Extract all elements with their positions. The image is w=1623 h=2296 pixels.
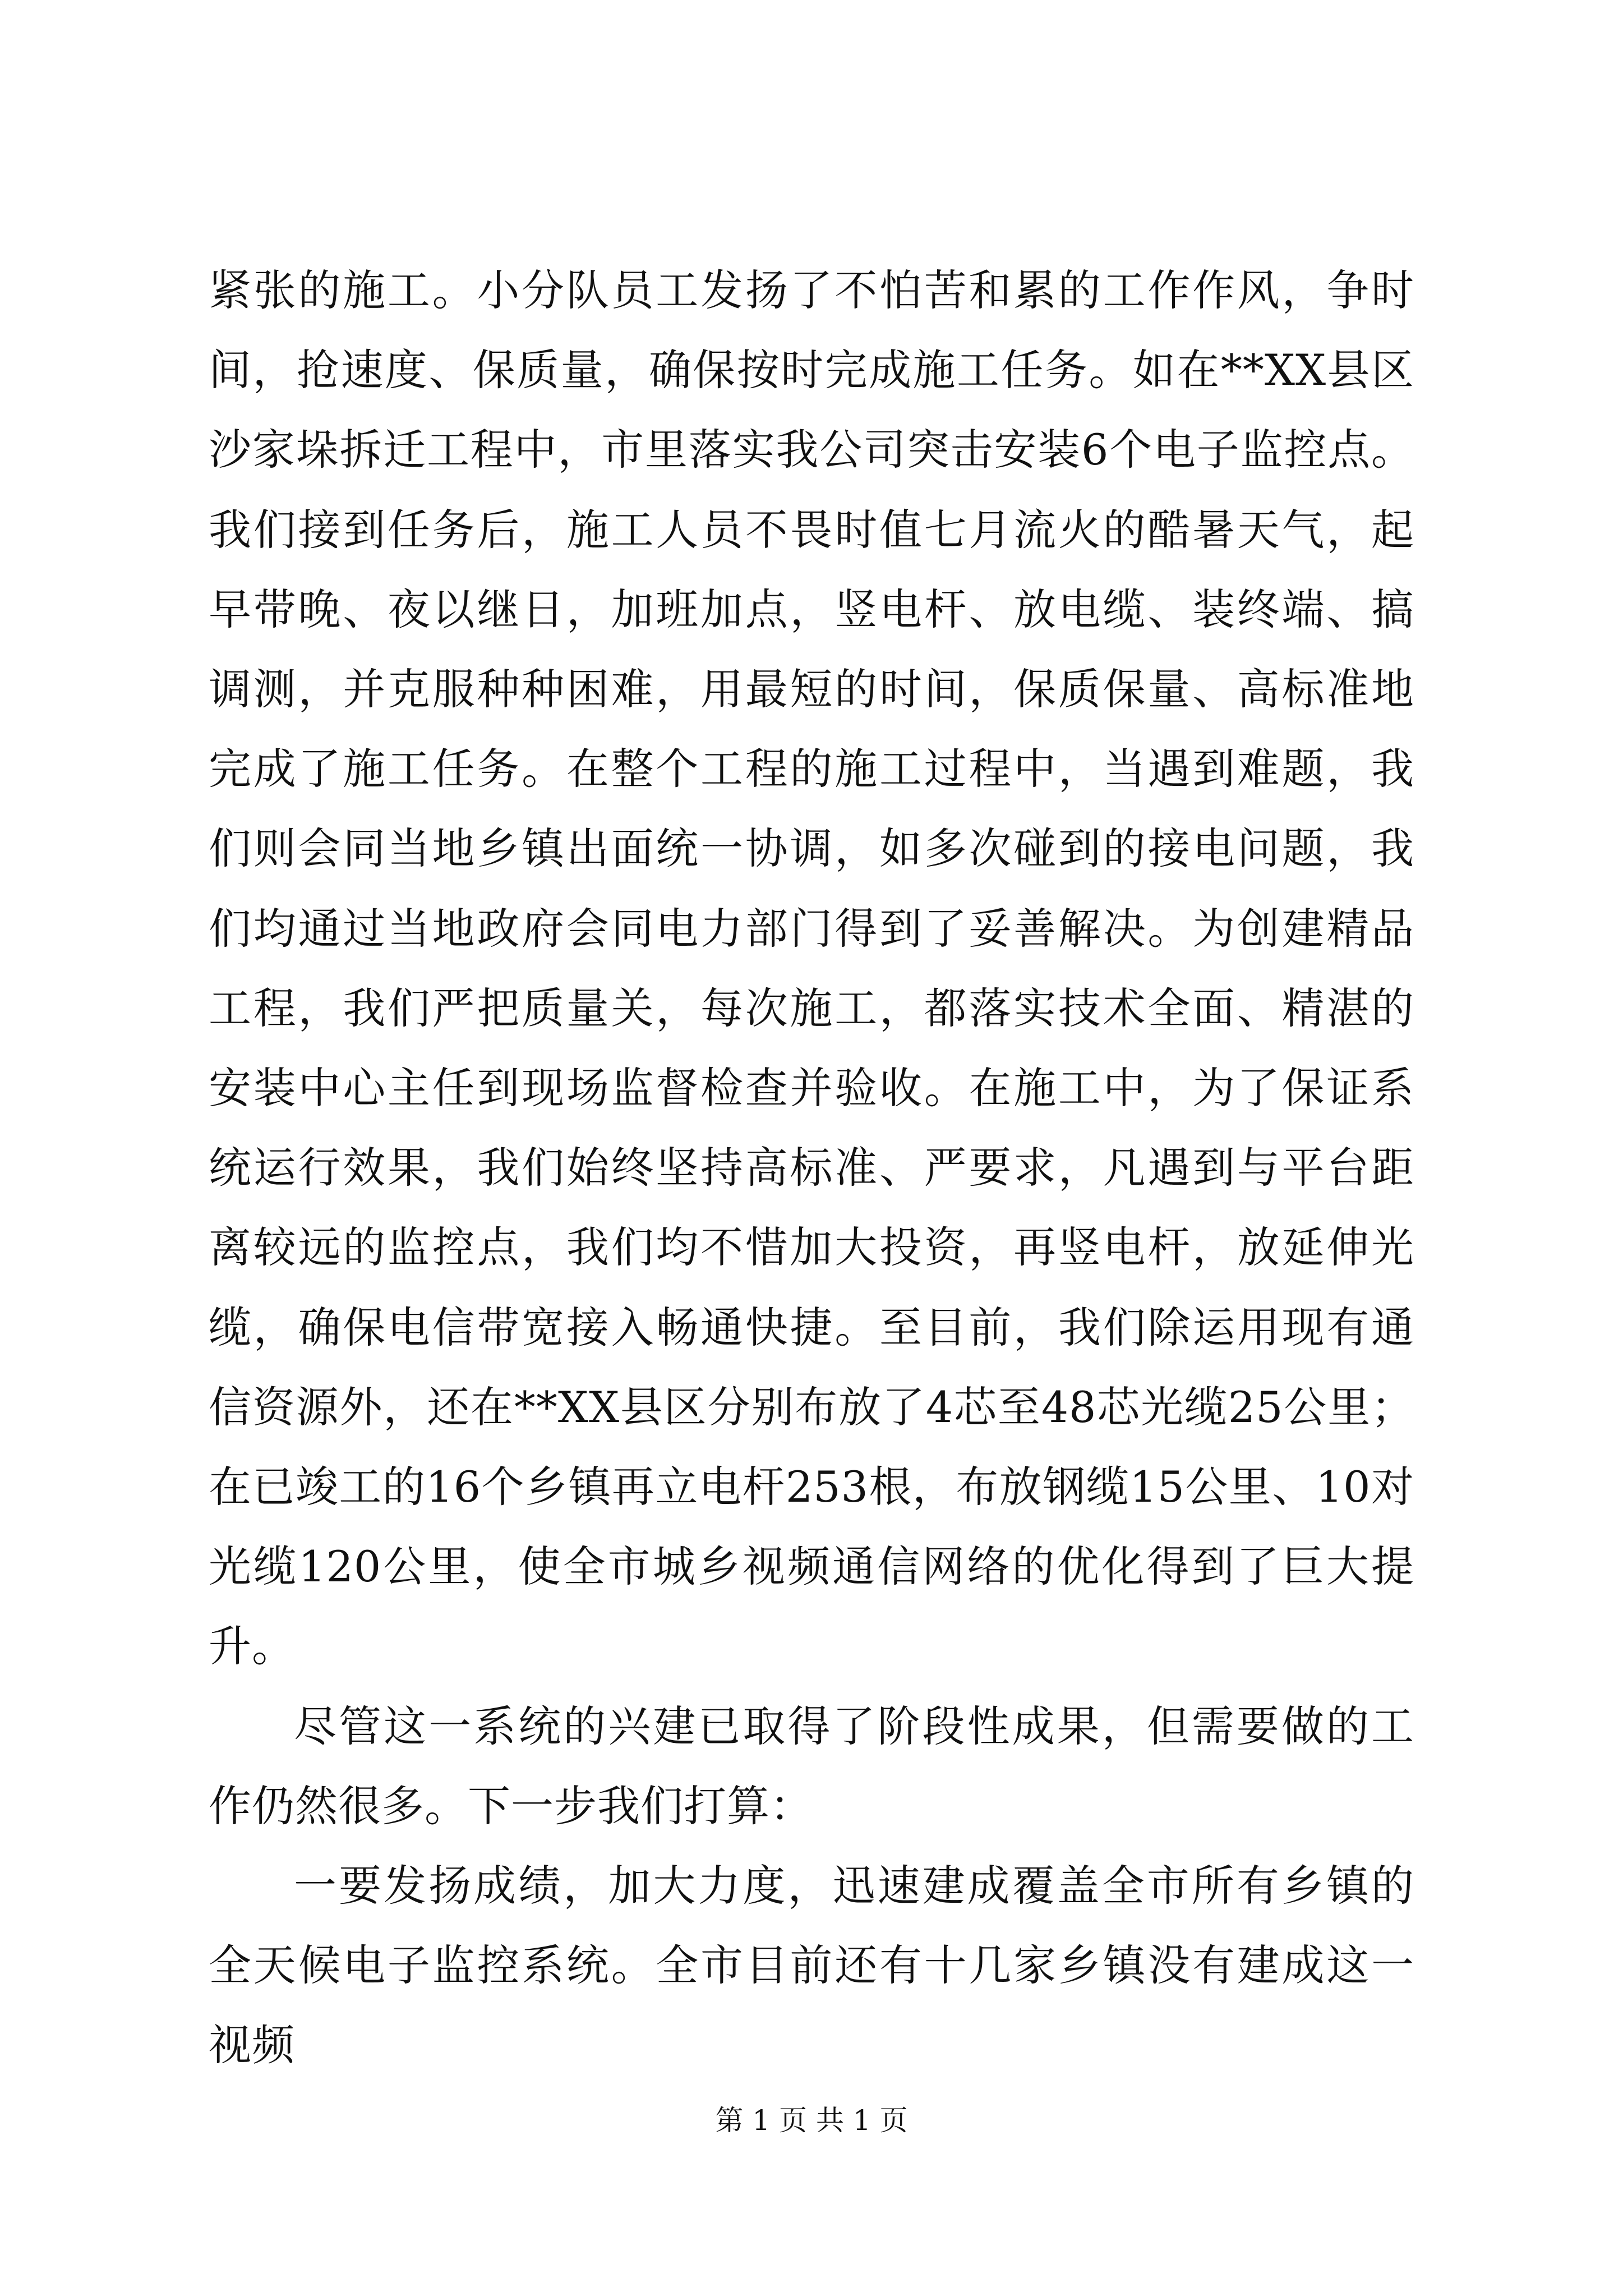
- page-footer: 第 1 页 共 1 页: [715, 2104, 908, 2137]
- paragraph-construction-work: 紧张的施工。小分队员工发扬了不怕苦和累的工作作风，争时间，抢速度、保质量，确保按时完成施工任务。如在**XX县区沙家垛拆迁工程中，市里落实我公司突击安装6个电子监控点。我们接到任务后，施工人员不畏时值七月流火的酷暑天气，起早带晚、夜以继日，加班加点，竖电杆、放电缆、装终端、搞调测，并克服种种困难，用最短的时间，保质保量、高标准地完成了施工任务。在整个工程的施工过程中，当遇到难题，我们则会同当地乡镇出面统一协调，如多次碰到的接电问题，我们均通过当地政府会同电力部门得到了妥善解决。为创建精品工程，我们严把质量关，每次施工，都落实技术全面、精湛的安装中心主任到现场监督检查并验收。在施工中，为了保证系统运行效果，我们始终坚持高标准、严要求，凡遇到与平台距离较远的监控点，我们均不惜加大投资，再竖电杆，放延伸光缆，确保电信带宽接入畅通快捷。至目前，我们除运用现有通信资源外，还在**XX县区分别布放了4芯至48芯光缆25公里；在已竣工的16个乡镇再立电杆253根，布放钢缆15公里、10对光缆120公里，使全市城乡视频通信网络的优化得到了巨大提升。: [209, 265, 1414, 1672]
- document-body: [209, 251, 1414, 2086]
- paragraph-next-steps-intro: 尽管这一系统的兴建已取得了阶段性成果，但需要做的工作仍然很多。下一步我们打算：: [209, 1701, 1414, 1831]
- paragraph-first-plan: 一要发扬成绩，加大力度，迅速建成覆盖全市所有乡镇的全天候电子监控系统。全市目前还有十几家乡镇没有建成这一视频: [209, 1861, 1414, 2070]
